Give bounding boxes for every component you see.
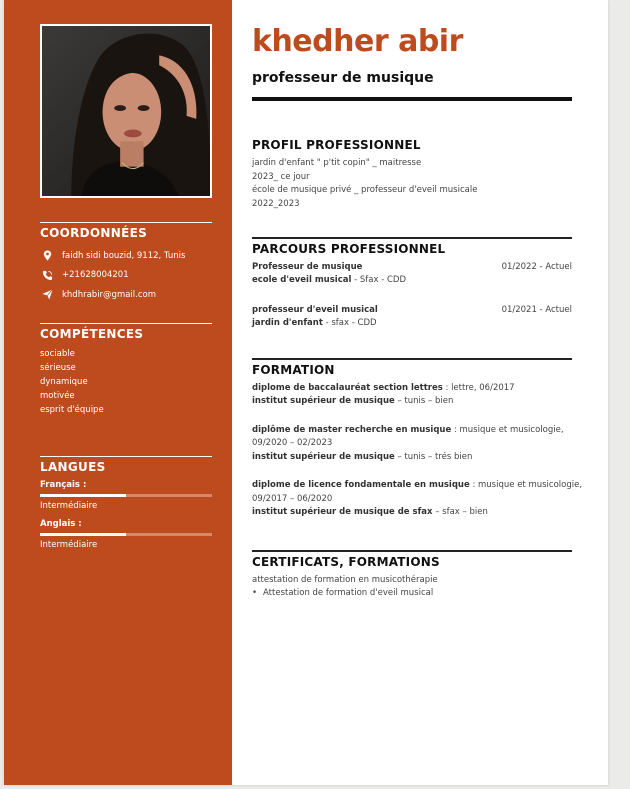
experience-section (252, 237, 572, 331)
education-detail: : lettre, 06/2017 (442, 382, 515, 393)
skill-item: sérieuse (40, 363, 76, 373)
certificates-title: CERTIFICATS, FORMATIONS (252, 554, 440, 569)
phone-icon (40, 269, 54, 281)
education-detail: : musique et musicologie, (469, 480, 583, 490)
experience-item (252, 304, 572, 318)
contact-phone-text: +21628004201 (62, 270, 129, 281)
experience-details: - sfax - CDD (322, 318, 377, 328)
bullet-icon: • (252, 588, 258, 598)
certificates-section (252, 550, 572, 601)
education-school: institut supérieur de musique de sfax (252, 507, 433, 517)
contact-phone (40, 266, 212, 286)
contact-section (40, 222, 212, 305)
contact-email-text: khdhrabir@gmail.com (62, 289, 157, 300)
education-school: institut supérieur de musique (252, 396, 395, 406)
education-period: 09/2020 – 02/2023 (252, 438, 333, 448)
language-name-english: Anglais : (40, 519, 82, 529)
skill-item: esprit d'équipe (40, 405, 104, 415)
education-school: institut supérieur de musique (252, 451, 395, 462)
education-degree-line (252, 424, 572, 438)
education-degree: diplome de licence fondamentale en musique (252, 480, 470, 490)
languages-title: LANGUES (40, 456, 212, 474)
section-divider (252, 550, 572, 552)
profile-line: école de musique privé _ professeur d'eveil musicale (252, 185, 478, 195)
title-divider (252, 97, 572, 101)
language-bar-french (40, 494, 212, 497)
profile-line: 2023_ ce jour (252, 171, 310, 182)
education-title: FORMATION (252, 362, 335, 377)
education-school-detail: – tunis – trés bien (394, 451, 473, 462)
language-level-french: Intermédiaire (40, 501, 98, 511)
education-degree: diplôme de master recherche en musique (252, 424, 452, 435)
skill-item: motivée (40, 391, 75, 401)
section-divider (252, 237, 572, 239)
location-pin-icon (40, 250, 54, 262)
languages-section (40, 456, 212, 558)
candidate-name: khedher abir (252, 24, 463, 59)
experience-employer: jardin d'enfant (252, 318, 323, 328)
education-school-detail: – tunis – bien (394, 396, 454, 406)
education-degree: diplome de baccalauréat section lettres (252, 382, 443, 393)
experience-employer-line (252, 317, 572, 331)
profile-line: 2022_2023 (252, 198, 300, 209)
education-degree-line (252, 382, 572, 396)
education-school-line (252, 395, 572, 409)
education-period: 09/2017 – 06/2020 (252, 493, 333, 504)
experience-dates: 01/2021 - Actuel (501, 304, 572, 315)
experience-dates: 01/2022 - Actuel (501, 261, 572, 272)
education-school-line (252, 506, 572, 520)
education-degree-line (252, 479, 583, 493)
education-detail: : musique et musicologie, (451, 424, 564, 435)
profile-section (252, 135, 572, 211)
certificate-item: Attestation de formation d'eveil musical (263, 588, 434, 598)
profile-line: jardin d'enfant " p'tit copin" _ maitresse (252, 158, 422, 168)
contact-title: COORDONNÉES (40, 222, 212, 240)
sidebar (4, 0, 232, 785)
education-school-detail: – sfax – bien (432, 507, 488, 517)
language-bar-fill (40, 494, 126, 497)
job-title: professeur de musique (252, 70, 434, 86)
education-section (252, 358, 583, 520)
profile-title: PROFIL PROFESSIONNEL (252, 138, 421, 152)
experience-role: Professeur de musique (252, 261, 363, 272)
experience-role: professeur d'eveil musical (252, 304, 378, 315)
experience-employer-line (252, 274, 572, 288)
contact-address-text: faidh sidi bouzid, 9112, Tunis (62, 250, 186, 261)
contact-email (40, 285, 212, 305)
send-icon (40, 289, 54, 301)
skills-section (40, 323, 212, 417)
education-school-line (252, 451, 572, 465)
experience-employer: ecole d'eveil musical (252, 275, 352, 285)
profile-photo-image (42, 26, 210, 196)
language-level-english: Intermédiaire (40, 540, 98, 550)
language-name-french: Français : (40, 480, 87, 490)
language-bar-fill (40, 533, 126, 536)
experience-details: - Sfax - CDD (351, 275, 407, 285)
skill-item: dynamique (40, 377, 88, 387)
skill-item: sociable (40, 349, 75, 359)
language-bar-english (40, 533, 212, 536)
experience-item (252, 261, 572, 275)
profile-photo (40, 24, 212, 198)
contact-address (40, 246, 212, 266)
section-divider (252, 358, 572, 360)
certificate-bullet-item (252, 587, 572, 601)
experience-title: PARCOURS PROFESSIONNEL (252, 241, 446, 256)
skills-title: COMPÉTENCES (40, 323, 212, 341)
resume-page (4, 0, 608, 785)
certificate-item: attestation de formation en musicothérapie (252, 574, 438, 585)
